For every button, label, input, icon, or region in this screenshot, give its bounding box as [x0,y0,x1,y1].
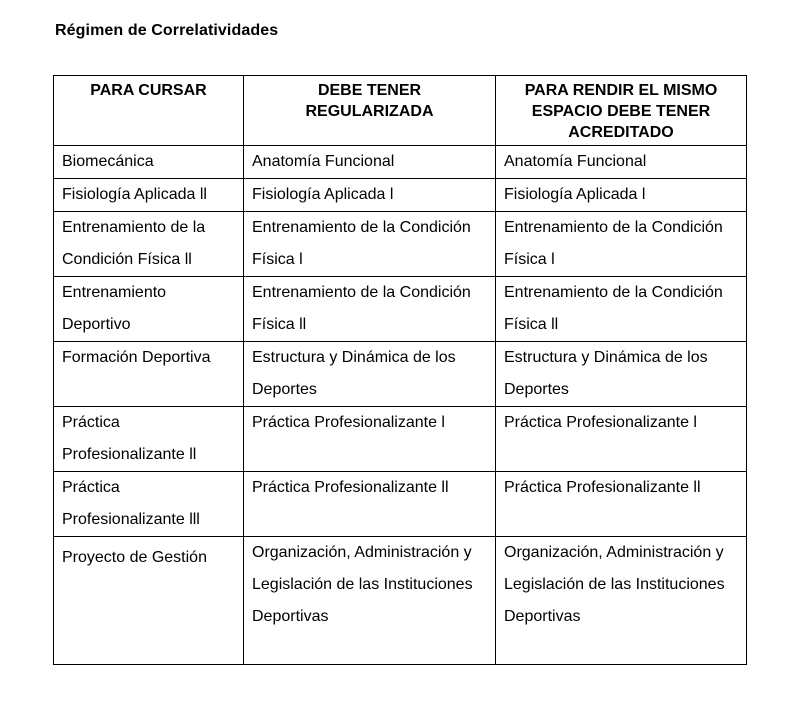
table-header-row [54,76,747,146]
cell-regularizada: Entrenamiento de la Condición Física l [244,212,496,277]
table-row [54,537,747,665]
cell-regularizada: Anatomía Funcional [244,146,496,179]
cell-para-cursar: Práctica Profesionalizante lll [54,472,244,537]
page-title: Régimen de Correlatividades [55,22,279,39]
header-para-rendir: PARA RENDIR EL MISMO ESPACIO DEBE TENER ACREDITADO [496,76,747,146]
table-row [54,277,747,342]
cell-para-cursar: Entrenamiento Deportivo [54,277,244,342]
cell-acreditado: Práctica Profesionalizante ll [496,472,747,537]
cell-para-cursar: Fisiología Aplicada ll [54,179,244,212]
cell-acreditado: Anatomía Funcional [496,146,747,179]
cell-para-cursar: Proyecto de Gestión [54,537,244,665]
cell-acreditado: Entrenamiento de la Condición Física ll [496,277,747,342]
table-row [54,342,747,407]
table-row [54,146,747,179]
cell-regularizada: Organización, Administración y Legislación de las Instituciones Deportivas [244,537,496,665]
table-row [54,212,747,277]
cell-acreditado: Entrenamiento de la Condición Física l [496,212,747,277]
cell-para-cursar: Biomecánica [54,146,244,179]
cell-acreditado: Estructura y Dinámica de los Deportes [496,342,747,407]
cell-acreditado: Práctica Profesionalizante l [496,407,747,472]
cell-regularizada: Estructura y Dinámica de los Deportes [244,342,496,407]
header-debe-tener-regularizada: DEBE TENER REGULARIZADA [244,76,496,146]
cell-regularizada: Práctica Profesionalizante l [244,407,496,472]
table-row [54,179,747,212]
table-row [54,407,747,472]
cell-para-cursar: Formación Deportiva [54,342,244,407]
table-row [54,472,747,537]
cell-para-cursar: Entrenamiento de la Condición Física ll [54,212,244,277]
cell-regularizada: Entrenamiento de la Condición Física ll [244,277,496,342]
correlatividades-table [53,75,747,665]
cell-para-cursar: Práctica Profesionalizante ll [54,407,244,472]
cell-acreditado: Organización, Administración y Legislación de las Instituciones Deportivas [496,537,747,665]
cell-regularizada: Fisiología Aplicada l [244,179,496,212]
cell-acreditado: Fisiología Aplicada l [496,179,747,212]
header-para-cursar: PARA CURSAR [54,76,244,146]
cell-regularizada: Práctica Profesionalizante ll [244,472,496,537]
